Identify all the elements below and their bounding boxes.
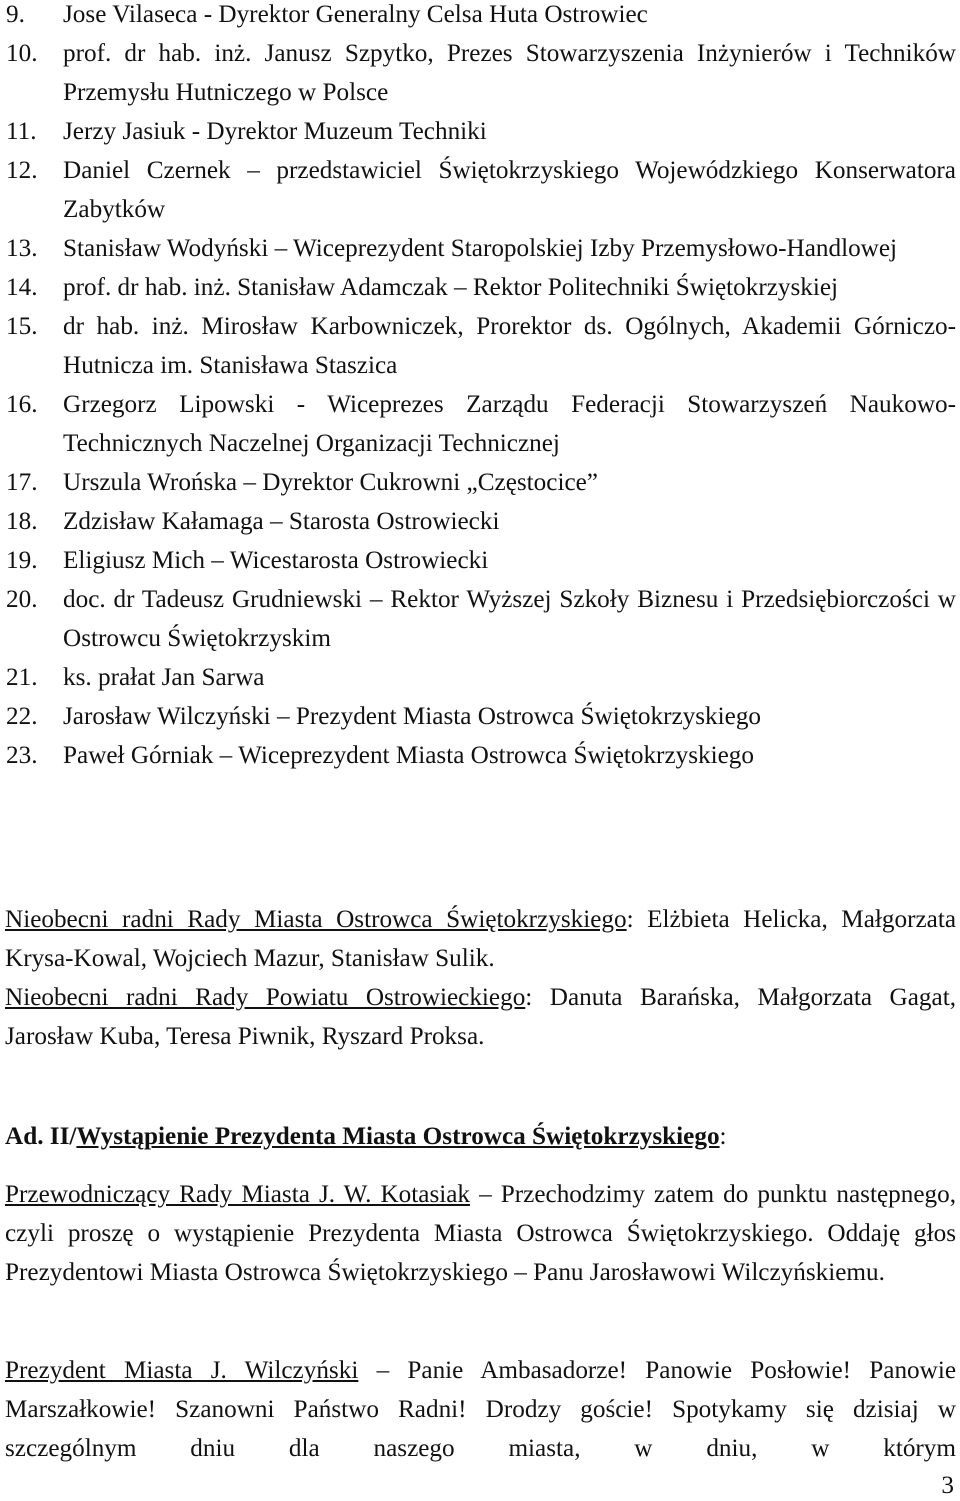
- heading-prefix: Ad. II/: [5, 1123, 77, 1150]
- list-item: [6, 307, 956, 385]
- item-number: 11.: [6, 118, 37, 145]
- absent-city-label: Nieobecni radni Rady Miasta Ostrowca Świętokrzyskiego: [5, 906, 627, 933]
- item-text: ks. prałat Jan Sarwa: [63, 664, 265, 691]
- absent-county-label: Nieobecni radni Rady Powiatu Ostrowieckiego: [5, 984, 526, 1011]
- item-text: Paweł Górniak – Wiceprezydent Miasta Ostrowca Świętokrzyskiego: [63, 742, 754, 769]
- speech-paragraph: [5, 1175, 956, 1292]
- absent-county-names: : Danuta Barańska, Małgorzata Gagat, Jarosław Kuba, Teresa Piwnik, Ryszard Proksa.: [5, 984, 956, 1050]
- absent-councillors: [5, 900, 956, 1056]
- item-text: prof. dr hab. inż. Stanisław Adamczak – Rektor Politechniki Świętokrzyskiej: [63, 274, 839, 301]
- list-item: [6, 385, 956, 463]
- item-number: 23.: [6, 742, 38, 769]
- list-item: [6, 268, 956, 307]
- list-item: [6, 0, 956, 34]
- item-number: 13.: [6, 235, 38, 262]
- item-number: 15.: [6, 313, 38, 340]
- list-item: [6, 658, 956, 697]
- item-number: 19.: [6, 547, 38, 574]
- speech-paragraph: [5, 1351, 956, 1468]
- item-number: 21.: [6, 664, 38, 691]
- absent-city-names: : Elżbieta Helicka, Małgorzata Krysa-Kowal, Wojciech Mazur, Stanisław Sulik.: [5, 906, 956, 972]
- list-item: [6, 34, 956, 112]
- item-number: 17.: [6, 469, 38, 496]
- heading-title: Wystąpienie Prezydenta Miasta Ostrowca Świętokrzyskiego: [76, 1123, 720, 1150]
- item-number: 10.: [6, 40, 38, 67]
- item-number: 9.: [6, 1, 25, 28]
- list-item: [6, 112, 956, 151]
- list-item: [6, 502, 956, 541]
- item-text: Daniel Czernek – przedstawiciel Świętokrzyskiego Wojewódzkiego Konserwatora Zabytków: [63, 157, 956, 223]
- item-text: prof. dr hab. inż. Janusz Szpytko, Prezes Stowarzyszenia Inżynierów i Techników Przemysłu Hutniczego w Polsce: [63, 40, 956, 106]
- absent-county-council: [5, 978, 956, 1056]
- item-number: 16.: [6, 391, 38, 418]
- list-item: [6, 580, 956, 658]
- item-text: Grzegorz Lipowski - Wiceprezes Zarządu Federacji Stowarzyszeń Naukowo-Technicznych Naczelnej Organizacji Technicznej: [63, 391, 956, 457]
- speaker-name: Prezydent Miasta J. Wilczyński: [5, 1357, 359, 1384]
- item-number: 20.: [6, 586, 38, 613]
- speech-text: – Panie Ambasadorze! Panowie Posłowie! Panowie Marszałkowie! Szanowni Państwo Radni! Drodzy goście! Spotykamy się dzisiaj w szczególnym dniu dla naszego miasta, w dniu, w którym: [5, 1357, 956, 1462]
- list-item: [6, 229, 956, 268]
- item-text: Jerzy Jasiuk - Dyrektor Muzeum Techniki: [63, 118, 487, 145]
- list-item: [6, 541, 956, 580]
- item-number: 18.: [6, 508, 38, 535]
- heading-suffix: :: [719, 1123, 727, 1150]
- speaker-name: Przewodniczący Rady Miasta J. W. Kotasiak: [5, 1181, 471, 1208]
- speech-text: – Przechodzimy zatem do punktu następnego, czyli proszę o wystąpienie Prezydenta Miasta Ostrowca Świętokrzyskiego. Oddaję głos Prezydentowi Miasta Ostrowca Świętokrzyskiego – Panu Jarosławowi Wilczyńskiemu.: [5, 1181, 956, 1286]
- attendee-list: [6, 0, 956, 775]
- item-text: Eligiusz Mich – Wicestarosta Ostrowiecki: [63, 547, 489, 574]
- item-text: Jarosław Wilczyński – Prezydent Miasta Ostrowca Świętokrzyskiego: [63, 703, 762, 730]
- list-item: [6, 697, 956, 736]
- section-heading: [5, 1117, 956, 1156]
- list-item: [6, 151, 956, 229]
- item-text: Jose Vilaseca - Dyrektor Generalny Celsa Huta Ostrowiec: [63, 1, 648, 28]
- item-text: doc. dr Tadeusz Grudniewski – Rektor Wyższej Szkoły Biznesu i Przedsiębiorczości w Ostrowcu Świętokrzyskim: [63, 586, 956, 652]
- list-item: [6, 463, 956, 502]
- item-text: dr hab. inż. Mirosław Karbowniczek, Prorektor ds. Ogólnych, Akademii Górniczo-Hutnicza im. Stanisława Staszica: [63, 313, 956, 379]
- item-number: 22.: [6, 703, 38, 730]
- item-text: Urszula Wrońska – Dyrektor Cukrowni „Częstocice”: [63, 469, 598, 496]
- page-number: 3: [941, 1472, 954, 1499]
- item-number: 12.: [6, 157, 38, 184]
- list-item: [6, 736, 956, 775]
- absent-city-council: [5, 900, 956, 978]
- item-text: Zdzisław Kałamaga – Starosta Ostrowiecki: [63, 508, 500, 535]
- item-number: 14.: [6, 274, 38, 301]
- item-text: Stanisław Wodyński – Wiceprezydent Staropolskiej Izby Przemysłowo-Handlowej: [63, 235, 898, 262]
